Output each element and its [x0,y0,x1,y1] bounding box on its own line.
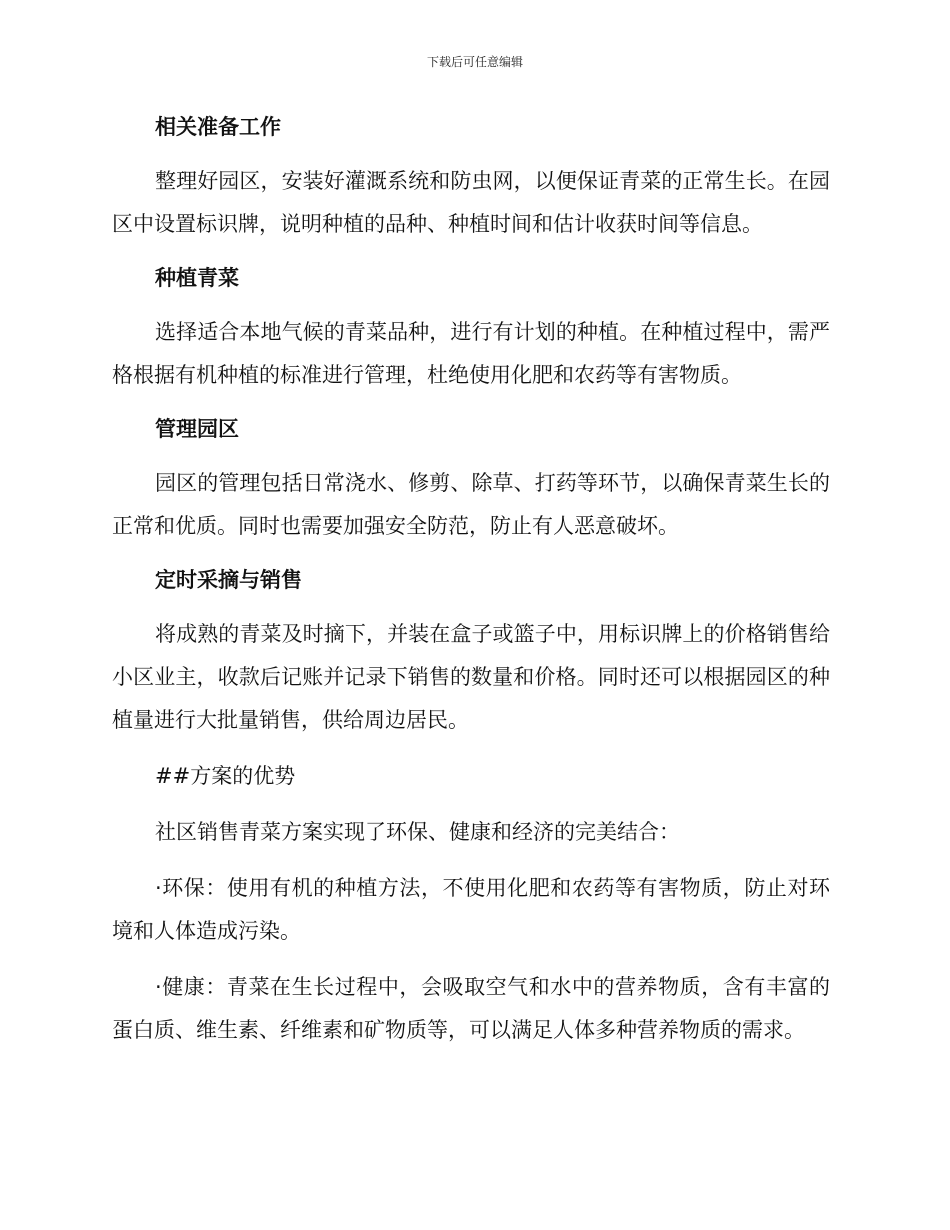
section-heading-planting: 种植青菜 [155,266,239,290]
bullet-item-environment [112,867,830,953]
section-heading-preparation: 相关准备工作 [155,115,281,139]
bullet-text-environment: 环保：使用有机的种植方法，不使用化肥和农药等有害物质，防止对环境和人体造成污染。 [112,876,830,943]
section-heading-harvest-sales: 定时采摘与销售 [155,568,302,592]
bullet-text-health: 健康：青菜在生长过程中，会吸取空气和水中的营养物质，含有丰富的蛋白质、维生素、纤维素和矿物质等，可以满足人体多种营养物质的需求。 [112,975,830,1042]
document-body [112,108,830,1065]
section-paragraph-harvest-sales: 将成熟的青菜及时摘下，并装在盒子或篮子中，用标识牌上的价格销售给小区业主，收款后记账并记录下销售的数量和价格。同时还可以根据园区的种植量进行大批量销售，供给周边居民。 [112,622,830,732]
section-paragraph-planting: 选择适合本地气候的青菜品种，进行有计划的种植。在种植过程中，需严格根据有机种植的标准进行管理，杜绝使用化肥和农药等有害物质。 [112,320,830,387]
page-header: 下载后可任意编辑 [426,55,523,69]
section-heading-management: 管理园区 [155,417,239,441]
section-paragraph-preparation: 整理好园区，安装好灌溉系统和防虫网，以便保证青菜的正常生长。在园区中设置标识牌，说明种植的品种、种植时间和估计收获时间等信息。 [112,169,830,236]
bullet-mark: · [155,876,162,900]
advantages-intro: 社区销售青菜方案实现了环保、健康和经济的完美结合： [155,820,680,844]
advantages-heading-line: ##方案的优势 [155,764,296,788]
bullet-item-health [112,966,830,1052]
section-paragraph-management: 园区的管理包括日常浇水、修剪、除草、打药等环节，以确保青菜生长的正常和优质。同时也需要加强安全防范，防止有人恶意破坏。 [112,471,830,538]
bullet-mark: · [155,975,162,999]
